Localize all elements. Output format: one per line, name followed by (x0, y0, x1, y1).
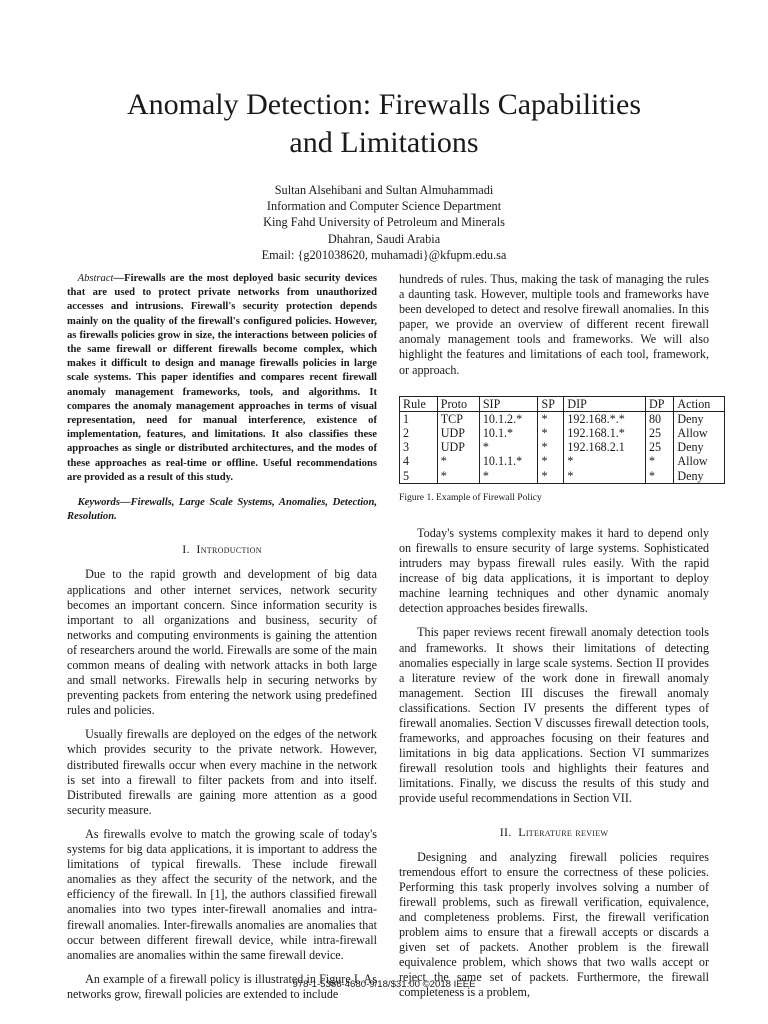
table-row (400, 440, 725, 454)
table-header-cell: SP (538, 396, 564, 411)
table-cell: * (538, 469, 564, 484)
table-cell: * (538, 411, 564, 426)
intro-paragraph-1: Due to the rapid growth and development of big data applications and other internet services, network security becomes an important concern. Since information security is important to all organizations and business, security of networks and computing environments is gaining the attention of researchers around the world. Firewalls are some of the main common means of dealing with network attacks in both large and small networks. Firewalls help in securing networks by preventing packets from entering the network using predefined rules and policies. (67, 567, 377, 718)
table-cell: * (645, 469, 673, 484)
table-cell: 10.1.* (479, 426, 538, 440)
table-header-row (400, 396, 725, 411)
table-cell: 5 (400, 469, 438, 484)
author-department: Information and Computer Science Department (266, 199, 502, 214)
table-cell: * (538, 426, 564, 440)
table-cell: 2 (400, 426, 438, 440)
table-cell: Allow (674, 454, 725, 468)
table-cell: Deny (674, 469, 725, 484)
keywords-label: Keywords (77, 497, 120, 509)
abstract-text: —Firewalls are the most deployed basic security devices that are used to protect private networks from unauthorized accesses and intrusions. Firewall's security protection depends mainly on the quality of the firewall's configured policies. However, as firewalls policies grow in size, the interactions between policies of the same firewall or different firewalls become complex, which makes it difficult to design and manage firewalls policies in large scale systems. This paper identifies and compares recent firewall anomaly management frameworks, tools, and algorithms. It compares the anomaly management approaches in terms of visual representation, need for manual interference, existence of implementation, features, and limitations. It also classifies these approaches as single or distributed architectures, and the modes of these approaches as real-time or offline. Useful recommendations are provided as a result of this study. (67, 273, 377, 483)
keywords-text: —Firewalls, Large Scale Systems, Anomalies, Detection, Resolution. (67, 497, 377, 523)
table-cell: 10.1.1.* (479, 454, 538, 468)
author-location: Dhahran, Saudi Arabia (327, 231, 441, 246)
intro-paragraph-2: Usually firewalls are deployed on the edges of the network which provides security to the private network. However, distributed firewalls occur when every machine in the network is set into a firewall to filter packets from and into itself. Distributed firewalls are gaining more attention as a good security measure. (67, 727, 377, 817)
table-cell: TCP (437, 411, 479, 426)
firewall-policy-table (399, 396, 725, 484)
table-cell: 4 (400, 454, 438, 468)
right-paragraph-2: This paper reviews recent firewall anomaly detection tools and frameworks. It shows their limitations of detecting anomalies especially in large scale systems. Section II provides a literature review of the work done in firewall anomaly management. Section III discuses the firewall anomaly classifications. Section IV presents the different types of firewall anomalies. Section V discusses firewall detection tools, frameworks, and approaches focusing on their features and limitations in big data applications. Section VI summarizes firewall resolution tools and highlights their features and limitations. Finally, we discuss the results of this study and provide useful recommendations in Section VII. (399, 625, 709, 806)
left-column (67, 272, 377, 1011)
table-cell: 1 (400, 411, 438, 426)
right-column (399, 272, 709, 1010)
paper-title (40, 86, 728, 162)
table-cell: * (479, 469, 538, 484)
section-number: I. (182, 542, 190, 557)
table-cell: * (538, 454, 564, 468)
table-row (400, 411, 725, 426)
abstract-label: Abstract (77, 273, 114, 284)
author-block (40, 182, 728, 263)
table-header-cell: DP (645, 396, 673, 411)
table-cell: * (437, 454, 479, 468)
table-header-cell: Action (674, 396, 725, 411)
table-header-cell: SIP (479, 396, 538, 411)
table-cell: * (437, 469, 479, 484)
author-university: King Fahd University of Petroleum and Minerals (263, 215, 505, 230)
table-header-cell: DIP (564, 396, 646, 411)
section-heading-literature-review (399, 824, 709, 840)
author-names: Sultan Alsehibani and Sultan Almuhammadi (274, 183, 494, 197)
right-paragraph-1: Today's systems complexity makes it hard to depend only on firewalls to ensure security of large systems. Sophisticated intruders may bypass firewall rules easily. With the rapid increase of big data applications, it is important to deploy machine learning techniques and other dynamic anomaly detection approaches besides firewalls. (399, 525, 709, 616)
table-cell: 25 (645, 426, 673, 440)
intro-paragraph-4: An example of a firewall policy is illustrated in Figure I. As networks grow, firewall policies are extended to include (67, 971, 377, 1001)
title-line-2: and Limitations (289, 126, 479, 160)
literature-paragraph-1: Designing and analyzing firewall policies requires tremendous effort to ensure the correctness of these policies. Performing this task properly involves solving a number of firewall problems, such as firewall verification, equivalence, and completeness problems. First, the firewall verification problem aims to ensure that a firewall accepts or discards a given set of packets. Another problem is the firewall equivalence problem, which shows that two walls accept or reject the same set of packets. Furthermore, the firewall completeness is a problem, (399, 849, 709, 1000)
table-header-cell: Proto (437, 396, 479, 411)
table-row (400, 469, 725, 484)
section-title: Introduction (196, 542, 262, 557)
section-number: II. (499, 824, 512, 839)
table-row (400, 426, 725, 440)
table-row (400, 454, 725, 468)
keywords (67, 496, 377, 524)
section-heading-introduction (67, 541, 377, 557)
table-cell: Deny (674, 440, 725, 454)
intro-continuation: hundreds of rules. Thus, making the task of managing the rules a daunting task. However, multiple tools and frameworks have been developed to detect and resolve firewall anomalies. In this paper, we provide an overview of different recent firewall anomaly management tools and frameworks. We will also highlight the features and limitations of each tool, framework, or approach. (399, 272, 709, 377)
table-cell: * (564, 469, 646, 484)
author-email: Email: {g201038620, muhamadi}@kfupm.edu.sa (261, 247, 507, 262)
abstract (67, 272, 377, 485)
table-cell: Allow (674, 426, 725, 440)
table-cell: * (479, 440, 538, 454)
section-title: Literature review (518, 824, 609, 839)
copyright-footer: 978-1-5386-4680-9/18/$31.00 ©2018 IEEE (292, 979, 476, 990)
figure-caption: Figure 1. Example of Firewall Policy (399, 491, 542, 503)
table-cell: 10.1.2.* (479, 411, 538, 426)
title-line-1: Anomaly Detection: Firewalls Capabilities (126, 88, 642, 122)
table-cell: 80 (645, 411, 673, 426)
table-cell: UDP (437, 426, 479, 440)
table-cell: 3 (400, 440, 438, 454)
table-cell: 192.168.*.* (564, 411, 646, 426)
table-cell: 25 (645, 440, 673, 454)
table-cell: UDP (437, 440, 479, 454)
table-header-cell: Rule (400, 396, 438, 411)
table-cell: 192.168.1.* (564, 426, 646, 440)
table-cell: * (645, 454, 673, 468)
table-cell: Deny (674, 411, 725, 426)
table-cell: * (538, 440, 564, 454)
table-cell: * (564, 454, 646, 468)
table-cell: 192.168.2.1 (564, 440, 646, 454)
intro-paragraph-3: As firewalls evolve to match the growing scale of today's systems for big data applications, it is important to address the limitations of typical firewalls. These include firewall anomalies as they affect the security of the network, and the efficiency of the firewall. In [1], the authors classified firewall anomalies into two types inter-firewall anomalies and intra-firewall anomalies. Inter-firewalls anomalies are anomalies that occur between different firewall device, while intra-firewall anomalies are anomalies within the same firewall device. (67, 826, 377, 962)
